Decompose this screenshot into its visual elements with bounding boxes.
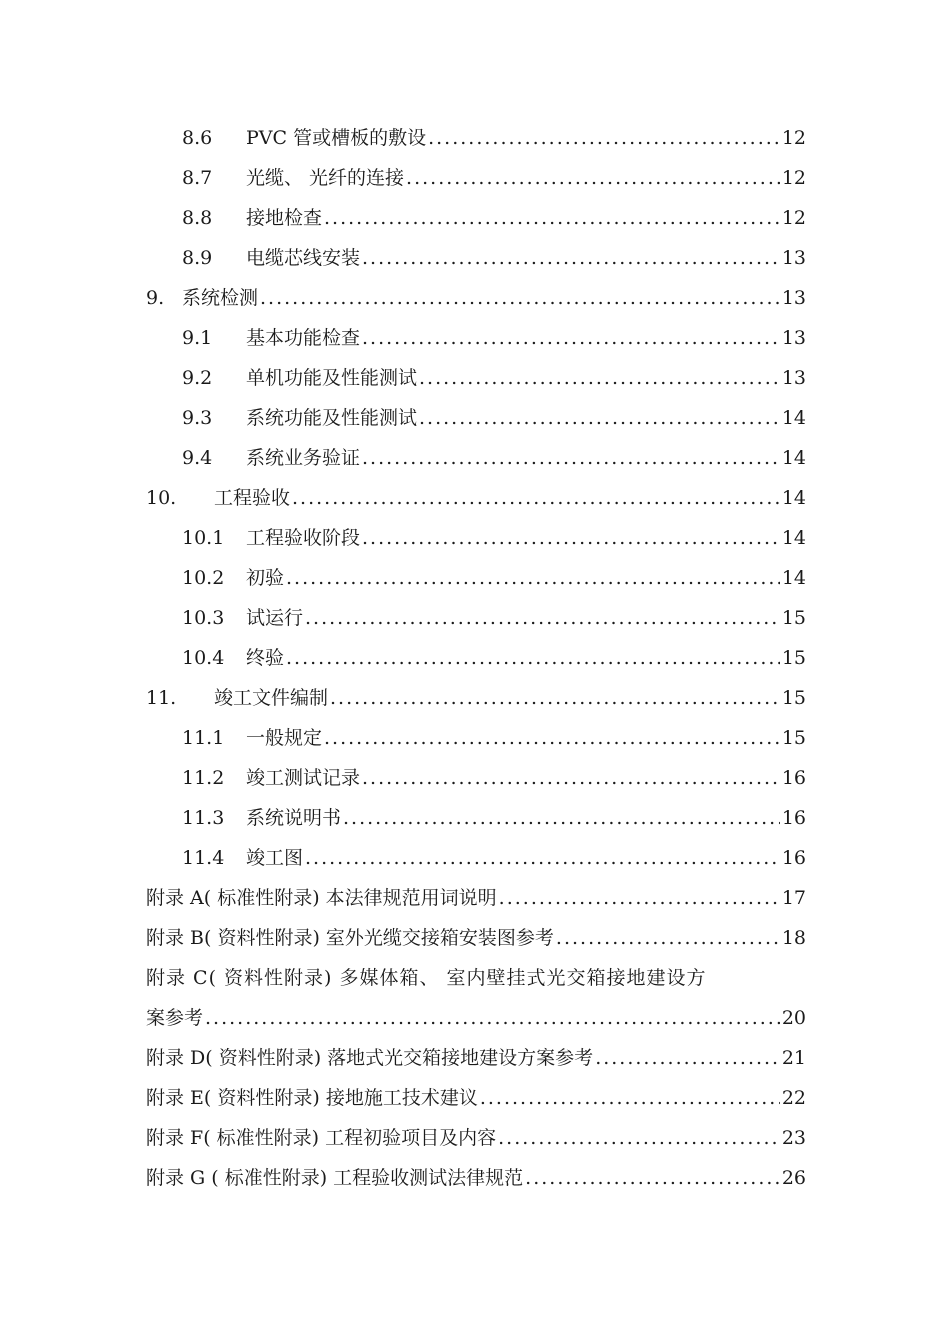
toc-entry[interactable] bbox=[146, 358, 806, 398]
toc-leader bbox=[205, 998, 780, 1038]
toc-title: 工程验收 bbox=[214, 487, 291, 509]
toc-entry[interactable] bbox=[146, 1158, 806, 1198]
toc-entry[interactable] bbox=[146, 478, 806, 518]
toc-number: 10. bbox=[146, 487, 177, 509]
toc-number: 9.4 bbox=[182, 447, 213, 469]
toc-leader bbox=[324, 718, 780, 758]
toc-leader bbox=[419, 358, 780, 398]
toc-title: 附录 B( 资料性附录) 室外光缆交接箱安装图参考 bbox=[146, 927, 554, 949]
toc-title: 初验 bbox=[246, 567, 285, 589]
table-of-contents bbox=[146, 118, 806, 1198]
toc-title: 系统检测 bbox=[182, 287, 259, 309]
toc-page: 22 bbox=[781, 1087, 806, 1109]
toc-title: 案参考 bbox=[146, 1007, 204, 1029]
toc-leader bbox=[330, 678, 780, 718]
toc-leader bbox=[324, 198, 780, 238]
toc-entry[interactable] bbox=[146, 198, 806, 238]
toc-leader bbox=[480, 1078, 780, 1118]
toc-entry[interactable] bbox=[146, 878, 806, 918]
toc-page: 12 bbox=[781, 167, 806, 189]
toc-leader bbox=[362, 318, 780, 358]
toc-title: 工程验收阶段 bbox=[246, 527, 361, 549]
toc-page: 20 bbox=[781, 1007, 806, 1029]
toc-entry[interactable] bbox=[146, 678, 806, 718]
toc-leader bbox=[595, 1038, 780, 1078]
toc-entry[interactable] bbox=[146, 1038, 806, 1078]
toc-number: 10.4 bbox=[182, 647, 225, 669]
toc-title: 竣工文件编制 bbox=[214, 687, 329, 709]
toc-leader bbox=[292, 478, 780, 518]
toc-title: 终验 bbox=[246, 647, 285, 669]
toc-page: 13 bbox=[781, 287, 806, 309]
toc-title: 系统说明书 bbox=[246, 807, 342, 829]
toc-entry[interactable] bbox=[146, 518, 806, 558]
toc-page: 18 bbox=[781, 927, 806, 949]
toc-page: 12 bbox=[781, 207, 806, 229]
toc-entry[interactable] bbox=[146, 638, 806, 678]
toc-number: 8.6 bbox=[182, 127, 213, 149]
toc-page: 14 bbox=[781, 447, 806, 469]
toc-leader bbox=[362, 438, 780, 478]
toc-page: 21 bbox=[781, 1047, 806, 1069]
toc-title: 单机功能及性能测试 bbox=[246, 367, 418, 389]
toc-number: 10.3 bbox=[182, 607, 225, 629]
toc-number: 9.2 bbox=[182, 367, 213, 389]
toc-entry[interactable] bbox=[146, 718, 806, 758]
toc-number: 11.2 bbox=[182, 767, 225, 789]
toc-entry[interactable] bbox=[146, 398, 806, 438]
toc-leader bbox=[406, 158, 780, 198]
toc-number: 8.9 bbox=[182, 247, 213, 269]
toc-leader bbox=[286, 638, 780, 678]
toc-page: 16 bbox=[781, 847, 806, 869]
toc-number: 11. bbox=[146, 687, 177, 709]
toc-leader bbox=[305, 838, 780, 878]
toc-leader bbox=[343, 798, 780, 838]
toc-page: 13 bbox=[781, 367, 806, 389]
toc-number: 9. bbox=[146, 287, 165, 309]
toc-entry[interactable] bbox=[146, 798, 806, 838]
toc-title: 试运行 bbox=[246, 607, 304, 629]
toc-leader bbox=[428, 118, 780, 158]
toc-number: 8.7 bbox=[182, 167, 213, 189]
toc-number: 9.3 bbox=[182, 407, 213, 429]
toc-page: 15 bbox=[781, 727, 806, 749]
toc-title: 光缆、 光纤的连接 bbox=[246, 167, 405, 189]
toc-title: 竣工图 bbox=[246, 847, 304, 869]
toc-page: 14 bbox=[781, 487, 806, 509]
toc-leader bbox=[362, 238, 780, 278]
toc-page: 14 bbox=[781, 527, 806, 549]
toc-title: 竣工测试记录 bbox=[246, 767, 361, 789]
toc-title: 附录 D( 资料性附录) 落地式光交箱接地建设方案参考 bbox=[146, 1047, 594, 1069]
toc-leader bbox=[286, 558, 780, 598]
toc-title: 一般规定 bbox=[246, 727, 323, 749]
toc-entry[interactable] bbox=[146, 278, 806, 318]
toc-title: 附录 F( 标准性附录) 工程初验项目及内容 bbox=[146, 1127, 497, 1149]
toc-number: 8.8 bbox=[182, 207, 213, 229]
toc-entry[interactable] bbox=[146, 438, 806, 478]
toc-entry[interactable] bbox=[146, 118, 806, 158]
toc-page: 12 bbox=[781, 127, 806, 149]
toc-title: 系统功能及性能测试 bbox=[246, 407, 418, 429]
toc-title: 附录 G ( 标准性附录) 工程验收测试法律规范 bbox=[146, 1167, 524, 1189]
toc-number: 11.1 bbox=[182, 727, 225, 749]
toc-entry[interactable] bbox=[146, 918, 806, 958]
toc-page: 15 bbox=[781, 607, 806, 629]
toc-entry[interactable] bbox=[146, 1118, 806, 1158]
toc-page: 17 bbox=[781, 887, 806, 909]
toc-number: 10.2 bbox=[182, 567, 225, 589]
toc-entry[interactable] bbox=[146, 558, 806, 598]
toc-entry-continued[interactable] bbox=[146, 998, 806, 1038]
toc-page: 15 bbox=[781, 647, 806, 669]
toc-page: 14 bbox=[781, 407, 806, 429]
toc-entry[interactable] bbox=[146, 1078, 806, 1118]
toc-page: 16 bbox=[781, 807, 806, 829]
toc-leader bbox=[498, 1118, 780, 1158]
toc-leader bbox=[260, 278, 780, 318]
toc-title: 接地检查 bbox=[246, 207, 323, 229]
toc-number: 11.3 bbox=[182, 807, 225, 829]
toc-page: 13 bbox=[781, 327, 806, 349]
toc-entry[interactable] bbox=[146, 758, 806, 798]
toc-page: 16 bbox=[781, 767, 806, 789]
toc-leader bbox=[556, 918, 780, 958]
toc-leader bbox=[499, 878, 780, 918]
toc-entry[interactable] bbox=[146, 238, 806, 278]
toc-page: 26 bbox=[781, 1167, 806, 1189]
toc-page: 23 bbox=[781, 1127, 806, 1149]
toc-page: 14 bbox=[781, 567, 806, 589]
toc-entry[interactable] bbox=[146, 598, 806, 638]
toc-leader bbox=[525, 1158, 780, 1198]
toc-page: 15 bbox=[781, 687, 806, 709]
toc-leader bbox=[362, 758, 780, 798]
toc-leader bbox=[362, 518, 780, 558]
toc-title: 基本功能检查 bbox=[246, 327, 361, 349]
toc-number: 9.1 bbox=[182, 327, 213, 349]
toc-title: 附录 A( 标准性附录) 本法律规范用词说明 bbox=[146, 887, 497, 909]
toc-number: 10.1 bbox=[182, 527, 225, 549]
toc-entry[interactable] bbox=[146, 838, 806, 878]
toc-title: PVC 管或槽板的敷设 bbox=[246, 127, 427, 149]
toc-page: 13 bbox=[781, 247, 806, 269]
toc-title: 附录 E( 资料性附录) 接地施工技术建议 bbox=[146, 1087, 478, 1109]
toc-title: 系统业务验证 bbox=[246, 447, 361, 469]
toc-entry[interactable] bbox=[146, 158, 806, 198]
toc-entry[interactable] bbox=[146, 958, 806, 998]
toc-leader bbox=[305, 598, 780, 638]
toc-leader bbox=[419, 398, 780, 438]
toc-entry[interactable] bbox=[146, 318, 806, 358]
toc-title: 附录 C( 资料性附录) 多媒体箱、 室内壁挂式光交箱接地建设方 bbox=[146, 967, 707, 989]
toc-title: 电缆芯线安装 bbox=[246, 247, 361, 269]
toc-number: 11.4 bbox=[182, 847, 225, 869]
